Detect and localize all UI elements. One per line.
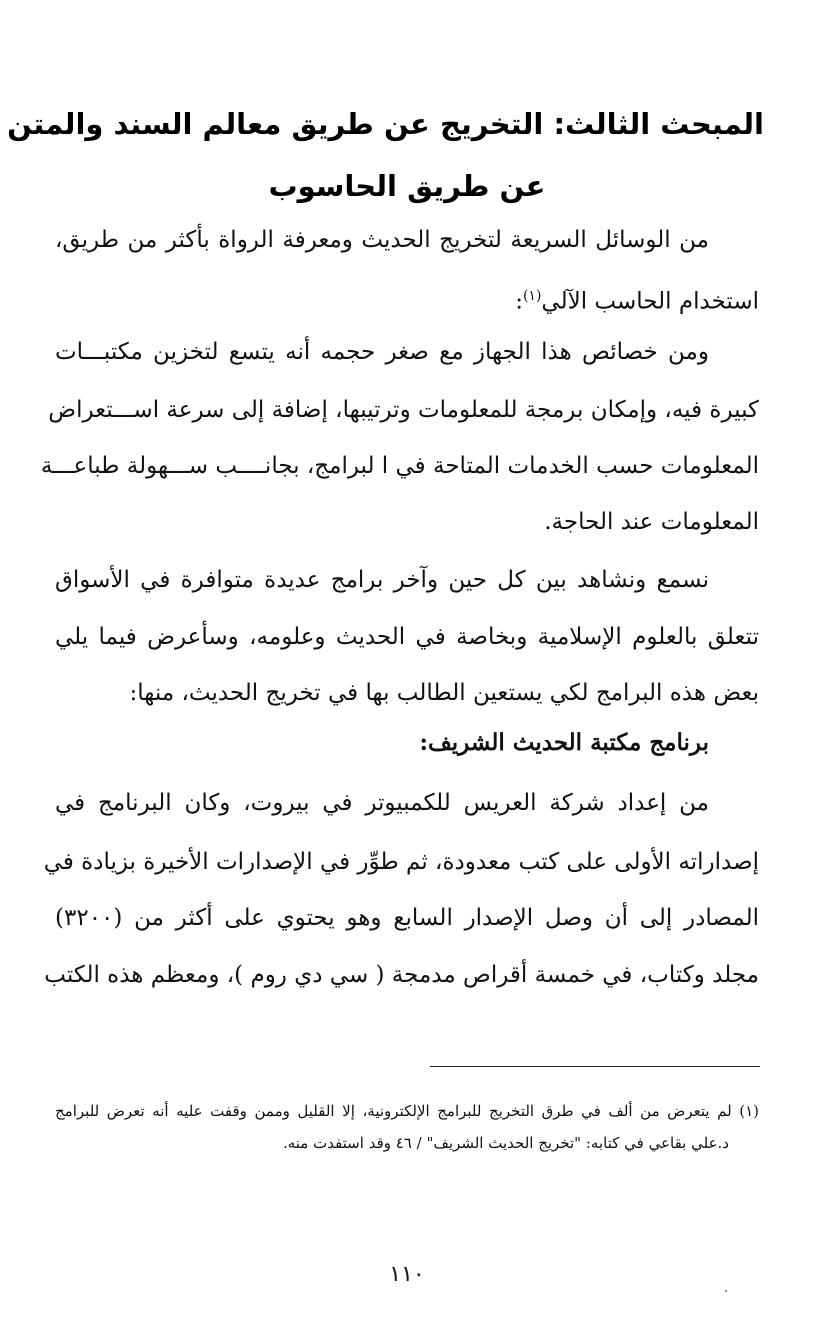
- footnote-line-1: (١) لم يتعرض من ألف في طرق التخريج للبرامج الإلكترونية، إلا القليل وممن وقفت عليه أنه تعرض للبرامج: [55, 1102, 759, 1120]
- paragraph-3-line-3: بعض هذه البرامج لكي يستعين الطالب بها في تخريج الحديث، منها:: [129, 680, 759, 706]
- paragraph-1-line-1: من الوسائل السريعة لتخريج الحديث ومعرفة الرواة بأكثر من طريق،: [55, 227, 709, 253]
- paragraph-1-line-2: [55, 276, 759, 322]
- footnote-separator: [430, 1066, 760, 1067]
- paragraph-2-line-4: المعلومات عند الحاجة.: [544, 509, 759, 535]
- paragraph-1-line-2-end: :: [515, 288, 523, 315]
- paragraph-4-line-3: المصادر إلى أن وصل الإصدار السابع وهو يحتوي على أكثر من (٣٢٠٠): [55, 905, 759, 931]
- paragraph-4-line-1: من إعداد شركة العريس للكمبيوتر في بيروت، وكان البرنامج في: [55, 790, 709, 816]
- paragraph-3-line-2: تتعلق بالعلوم الإسلامية وبخاصة في الحديث وعلومه، وسأعرض فيما يلي: [55, 624, 759, 650]
- program-subheading: برنامج مكتبة الحديث الشريف:: [419, 729, 709, 756]
- paragraph-4-line-4: مجلد وكتاب، في خمسة أقراص مدمجة ( سي دي روم )، ومعظم هذه الكتب: [44, 962, 759, 988]
- scan-speck: [725, 1290, 727, 1292]
- paragraph-2-line-3: المعلومات حسب الخدمات المتاحة في ا لبرامج، بجانــــب ســـهولة طباعـــة: [40, 453, 759, 479]
- footnote-line-2: د.علي بقاعي في كتابه: "تخريج الحديث الشريف" / ٤٦ وقد استفدت منه.: [282, 1134, 729, 1152]
- section-heading-line-2: عن طريق الحاسوب: [268, 169, 546, 203]
- paragraph-3-line-1: نسمع ونشاهد بين كل حين وآخر برامج عديدة متوافرة في الأسواق: [55, 567, 709, 593]
- paragraph-4-line-2: إصداراته الأولى على كتب معدودة، ثم طوِّر في الإصدارات الأخيرة بزيادة في: [43, 849, 759, 875]
- paragraph-2-line-2: كبيرة فيه، وإمكان برمجة للمعلومات وترتيبها، إضافة إلى سرعة اســـتعراض: [48, 397, 759, 423]
- page-number: ١١٠: [389, 1262, 425, 1287]
- footnote-reference: (١): [522, 288, 542, 304]
- paragraph-2-line-1: ومن خصائص هذا الجهاز مع صغر حجمه أنه يتسع لتخزين مكتبـــات: [55, 339, 709, 365]
- section-heading-line-1: المبحث الثالث: التخريج عن طريق معالم السند والمتن: [7, 107, 764, 141]
- paragraph-1-line-2-text: استخدام الحاسب الآلي: [541, 288, 759, 315]
